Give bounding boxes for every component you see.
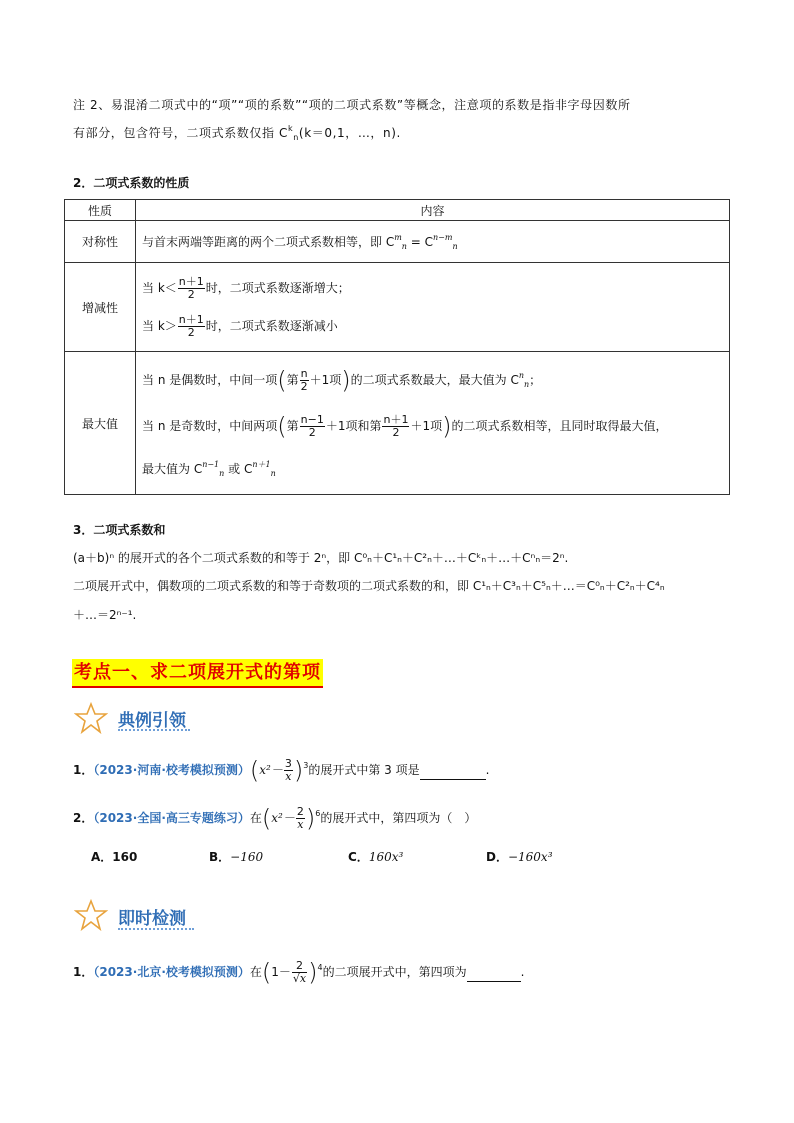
left-paren: ( [261,804,272,833]
option-d[interactable] [486,848,553,866]
heading-underline [118,729,190,731]
question-3 [73,960,524,985]
properties-table [64,199,730,495]
question-text: 的二项展开式中，第四项为 [322,965,467,979]
monotonic-line2-a: 当 k＞ [142,319,177,333]
maximum-line2-d: ＋1项 [410,419,443,433]
question-number: 2． [73,811,94,825]
section3-line1: (a＋b)ⁿ 的展开式的各个二项式系数的和等于 2ⁿ，即 C⁰ₙ＋C¹ₙ＋C²ₙ＋…＋Cᵏₙ＋…＋Cⁿₙ＝2ⁿ. [73,551,569,565]
table-header-col2: 内容 [136,200,730,221]
maximum-line3-b: 或 C [224,462,253,476]
maximum-line3 [142,449,723,489]
section3-line2: 二项展开式中，偶数项的二项式系数的和等于奇数项的二项式系数的和，即 C¹ₙ＋C³ₙ＋C⁵ₙ＋…＝C⁰ₙ＋C²ₙ＋C⁴ₙ [73,579,665,593]
frac-den: √x [292,972,307,985]
symmetry-sup1: m [394,233,402,242]
maximum-line1-d: 的二项式系数最大，最大值为 C [350,373,519,387]
power: 4 [317,963,323,972]
maximum-sup-np1: n＋1 [252,460,271,469]
symmetry-content [136,221,730,263]
maximum-line2-c: ＋1项和第 [325,419,382,433]
symmetry-text: 与首末两端等距离的两个二项式系数相等，即 C [142,235,395,249]
table-row-maximum [65,352,730,495]
answer-blank[interactable] [467,963,521,982]
maximum-line2-b: 第 [286,419,299,433]
star-outline-icon [74,702,108,734]
note2-line2 [73,124,401,141]
expr: 1－ [271,965,291,979]
fraction-n-plus-1-over-2 [382,414,409,439]
fraction-n-minus-1-over-2 [300,414,325,439]
left-paren: ( [277,412,287,441]
maximum-label: 最大值 [65,352,136,495]
frac-num: n＋1 [383,413,409,426]
topic-banner: 考点一、求二项展开式的第项 [72,659,323,688]
option-value: 160x³ [368,850,404,864]
maximum-line2 [142,403,723,449]
power: 6 [315,809,321,818]
section3-line3: ＋…＝2ⁿ⁻¹. [73,608,137,622]
star-outline-icon [74,899,108,931]
symmetry-label: 对称性 [65,221,136,263]
frac-den: x [297,818,304,831]
note2-sup: k [288,124,294,133]
frac-num: n＋1 [178,313,204,326]
fraction-2-over-x [296,806,305,831]
option-value: 160 [112,850,138,864]
option-value: −160x³ [507,850,553,864]
table-header-col1: 性质 [65,200,136,221]
frac-den: 2 [392,426,400,439]
right-paren: ) [305,804,316,833]
maximum-line1-b: 第 [286,373,299,387]
frac-num: n [300,367,308,380]
section2-title: 2．二项式系数的性质 [73,176,190,190]
symmetry-sup2: n−m [433,233,453,242]
monotonic-content [136,263,730,352]
example-heading: 典例引领 [118,711,186,731]
maximum-line3-a: 最大值为 C [142,462,203,476]
question-number: 1． [73,965,94,979]
question-pre: 在 [249,811,262,825]
maximum-line1 [142,357,723,403]
question-source: （2023·河南·校考模拟预测） [93,763,250,777]
maximum-line1-a: 当 n 是偶数时，中间一项 [142,373,278,387]
expr: x²－ [271,811,295,825]
option-key: C． [348,850,369,864]
question-1 [73,758,489,783]
power: 3 [303,761,309,770]
section3-title: 3．二项式系数和 [73,523,166,537]
maximum-line1-e: ； [529,373,542,387]
maximum-line2-a: 当 n 是奇数时，中间两项 [142,419,278,433]
frac-num: n−1 [300,413,324,426]
maximum-sub: n [219,469,225,478]
maximum-line2-e: 的二项式系数相等，且同时取得最大值， [451,419,668,433]
frac-den: 2 [187,288,195,301]
frac-num: 2 [296,805,304,818]
question-source: （2023·北京·校考模拟预测） [93,965,250,979]
maximum-line1-c: ＋1项 [309,373,342,387]
fraction-n-plus-1-over-2 [178,314,205,339]
table-row-monotonic [65,263,730,352]
right-paren: ) [293,756,304,785]
option-a[interactable] [91,848,137,866]
symmetry-sub1: n [401,242,407,251]
maximum-sub: n [524,380,530,389]
right-paren: ) [341,366,351,395]
fraction-n-plus-1-over-2 [178,276,205,301]
frac-num: n＋1 [178,275,204,288]
frac-den: x [285,770,292,783]
note2-text: 有部分，包含符号，二项式系数仅指 C [73,126,288,140]
question-text: 的展开式中第 3 项是 [308,763,420,777]
maximum-content [136,352,730,495]
note2-suffix: (k＝0,1，…，n). [298,126,401,140]
fraction-2-over-sqrt-x [292,960,307,985]
right-paren: ) [308,958,318,987]
period: . [485,763,490,777]
option-b[interactable] [209,848,263,866]
fraction-3-over-x [284,758,293,783]
right-paren: ) [442,412,452,441]
left-paren: ( [249,756,260,785]
monotonic-line1-b: 时，二项式系数逐渐增大； [205,281,350,295]
option-key: B． [209,850,231,864]
option-key: D． [486,850,508,864]
table-header-row [65,200,730,221]
frac-num: 2 [292,960,307,973]
fraction-n-over-2 [300,368,309,393]
frac-den: 2 [300,380,308,393]
monotonic-label: 增减性 [65,263,136,352]
left-paren: ( [277,366,287,395]
maximum-sub: n [270,469,276,478]
monotonic-line1-a: 当 k＜ [142,281,177,295]
heading-underline [118,928,194,930]
question-text: 的展开式中，第四项为（ ） [320,811,477,825]
check-heading: 即时检测 [118,909,186,929]
frac-den: 2 [308,426,316,439]
frac-num: 3 [284,757,292,770]
question-number: 1． [73,763,94,777]
question-2 [73,806,476,831]
note2-sub: n [293,133,299,142]
option-key: A． [91,850,113,864]
symmetry-eq: = C [406,235,434,249]
note2-line1: 注 2、易混淆二项式中的“项”“项的系数”“项的二项式系数”等概念，注意项的系数是指非字母因数所 [73,98,631,112]
frac-den: 2 [187,326,195,339]
left-paren: ( [261,958,272,987]
question-source: （2023·全国·高三专题练习） [93,811,250,825]
maximum-sup-nm1: n−1 [202,460,220,469]
monotonic-line1 [142,269,723,307]
table-row-symmetry [65,221,730,263]
answer-blank[interactable] [420,761,486,780]
option-c[interactable] [348,848,403,866]
period: . [520,965,525,979]
monotonic-line2 [142,307,723,345]
maximum-sup: n [518,371,525,380]
question-pre: 在 [249,965,262,979]
expr: x²－ [259,763,283,777]
option-value: −160 [230,850,264,864]
monotonic-line2-b: 时，二项式系数逐渐减小 [205,319,338,333]
symmetry-sub2: n [452,242,458,251]
